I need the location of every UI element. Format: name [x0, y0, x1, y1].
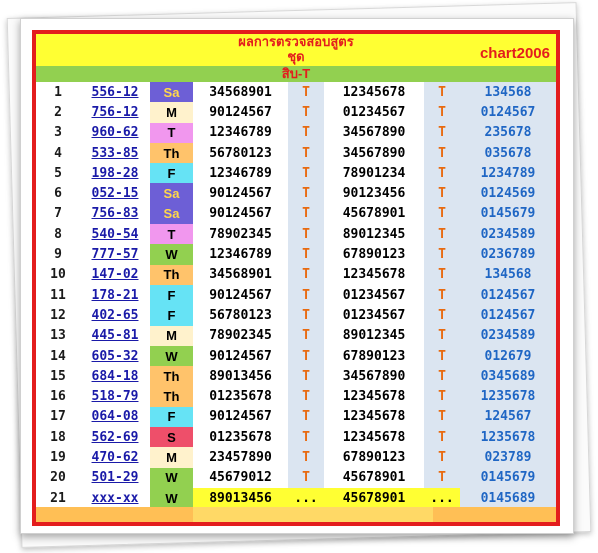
digit-set-1: 12346789	[193, 244, 288, 264]
marker-1: T	[288, 204, 324, 224]
day-badge: W	[150, 488, 193, 508]
table-row	[36, 366, 556, 386]
row-number: 2	[36, 102, 80, 122]
day-badge: T	[150, 224, 193, 244]
digit-set-1: 90124567	[193, 407, 288, 427]
digit-set-2: 45678901	[324, 204, 424, 224]
table-row	[36, 244, 556, 264]
day-badge: M	[150, 447, 193, 467]
marker-2: T	[424, 183, 460, 203]
result-digits: 134568	[460, 82, 556, 102]
marker-1: T	[288, 82, 324, 102]
draw-code-link[interactable]: 052-15	[80, 183, 150, 203]
draw-code-link[interactable]: 556-12	[80, 82, 150, 102]
digit-set-2: 34567890	[324, 366, 424, 386]
result-digits: 023789	[460, 447, 556, 467]
digit-set-1: 90124567	[193, 183, 288, 203]
digit-set-1: 56780123	[193, 143, 288, 163]
digit-set-2: 12345678	[324, 82, 424, 102]
digit-set-2: 12345678	[324, 427, 424, 447]
row-number: 15	[36, 366, 80, 386]
digit-set-2: 12345678	[324, 386, 424, 406]
row-number: 1	[36, 82, 80, 102]
marker-1: T	[288, 305, 324, 325]
draw-code-link[interactable]: 402-65	[80, 305, 150, 325]
row-number: 5	[36, 163, 80, 183]
digit-set-1: 89013456	[193, 366, 288, 386]
marker-2: T	[424, 224, 460, 244]
result-digits: 0124567	[460, 102, 556, 122]
marker-1: T	[288, 265, 324, 285]
draw-code-link[interactable]: 501-29	[80, 468, 150, 488]
digit-set-2: 90123456	[324, 183, 424, 203]
table-row	[36, 407, 556, 427]
table-row	[36, 204, 556, 224]
marker-1: T	[288, 447, 324, 467]
result-digits: 012679	[460, 346, 556, 366]
marker-1: T	[288, 163, 324, 183]
table-row	[36, 163, 556, 183]
day-badge: W	[150, 346, 193, 366]
table-row	[36, 102, 556, 122]
digit-set-1: 12346789	[193, 123, 288, 143]
page-subtitle: ชุด	[287, 49, 305, 64]
marker-1: T	[288, 285, 324, 305]
footer-bar	[36, 507, 556, 522]
marker-2: T	[424, 265, 460, 285]
brand-label: chart2006	[479, 45, 550, 62]
result-digits: 0234589	[460, 326, 556, 346]
digit-set-1: 34568901	[193, 82, 288, 102]
row-number: 8	[36, 224, 80, 244]
digit-set-2: 01234567	[324, 305, 424, 325]
digit-set-2: 78901234	[324, 163, 424, 183]
day-badge: F	[150, 407, 193, 427]
day-badge: W	[150, 244, 193, 264]
row-number: 17	[36, 407, 80, 427]
day-badge: T	[150, 123, 193, 143]
day-badge: Sa	[150, 183, 193, 203]
draw-code-link[interactable]: 756-83	[80, 204, 150, 224]
marker-2: T	[424, 427, 460, 447]
result-digits: 0145679	[460, 204, 556, 224]
result-digits: 1234789	[460, 163, 556, 183]
footer-left-band	[36, 507, 193, 522]
marker-1: T	[288, 102, 324, 122]
digit-set-2: 12345678	[324, 407, 424, 427]
draw-code-link[interactable]: 147-02	[80, 265, 150, 285]
digit-set-2: 67890123	[324, 244, 424, 264]
result-digits: 0124567	[460, 285, 556, 305]
table-row	[36, 183, 556, 203]
digit-set-1: 45679012	[193, 468, 288, 488]
row-number: 18	[36, 427, 80, 447]
table-row	[36, 285, 556, 305]
draw-code-link[interactable]: 064-08	[80, 407, 150, 427]
result-digits: 1235678	[460, 386, 556, 406]
day-badge: Sa	[150, 204, 193, 224]
marker-1: T	[288, 386, 324, 406]
row-number: 12	[36, 305, 80, 325]
table-row	[36, 326, 556, 346]
draw-code-link[interactable]: 756-12	[80, 102, 150, 122]
digit-set-1: 78902345	[193, 224, 288, 244]
marker-2: T	[424, 143, 460, 163]
result-digits: 0345689	[460, 366, 556, 386]
digit-set-2: 34567890	[324, 143, 424, 163]
marker-2: T	[424, 447, 460, 467]
day-badge: W	[150, 468, 193, 488]
marker-2: T	[424, 468, 460, 488]
row-number: 6	[36, 183, 80, 203]
draw-code-link[interactable]: 777-57	[80, 244, 150, 264]
row-number: 20	[36, 468, 80, 488]
marker-2: T	[424, 285, 460, 305]
page-title: ผลการตรวจสอบสูตร	[238, 34, 354, 49]
row-number: 9	[36, 244, 80, 264]
day-badge: F	[150, 163, 193, 183]
results-frame	[32, 30, 560, 526]
draw-code-link[interactable]: 605-32	[80, 346, 150, 366]
result-digits: 0234589	[460, 224, 556, 244]
marker-2: T	[424, 386, 460, 406]
draw-code-link[interactable]: 198-28	[80, 163, 150, 183]
digit-set-2: 12345678	[324, 265, 424, 285]
digit-set-1: 34568901	[193, 265, 288, 285]
draw-code-link[interactable]: 470-62	[80, 447, 150, 467]
marker-1: T	[288, 326, 324, 346]
row-number: 10	[36, 265, 80, 285]
digit-set-1: 90124567	[193, 204, 288, 224]
day-badge: M	[150, 102, 193, 122]
digit-set-2: 01234567	[324, 102, 424, 122]
row-number: 7	[36, 204, 80, 224]
marker-1: T	[288, 224, 324, 244]
digit-set-1: 78902345	[193, 326, 288, 346]
draw-code-link[interactable]: 178-21	[80, 285, 150, 305]
digit-set-1: 12346789	[193, 163, 288, 183]
marker-2: ...	[424, 488, 460, 508]
result-digits: 124567	[460, 407, 556, 427]
marker-2: T	[424, 82, 460, 102]
table-row	[36, 82, 556, 102]
table-row	[36, 265, 556, 285]
row-number: 3	[36, 123, 80, 143]
table-row	[36, 305, 556, 325]
table-row	[36, 123, 556, 143]
table-row	[36, 488, 556, 508]
formula-label: สิบ-T	[36, 66, 556, 82]
marker-2: T	[424, 244, 460, 264]
result-digits: 0236789	[460, 244, 556, 264]
draw-code-link[interactable]: 533-85	[80, 143, 150, 163]
draw-code-link[interactable]: 445-81	[80, 326, 150, 346]
result-digits: 0124567	[460, 305, 556, 325]
marker-2: T	[424, 204, 460, 224]
marker-2: T	[424, 326, 460, 346]
marker-1: T	[288, 407, 324, 427]
digit-set-2: 45678901	[324, 468, 424, 488]
table-row	[36, 143, 556, 163]
digit-set-1: 01235678	[193, 427, 288, 447]
digit-set-1: 01235678	[193, 386, 288, 406]
result-digits: 134568	[460, 265, 556, 285]
day-badge: Sa	[150, 82, 193, 102]
row-number: 14	[36, 346, 80, 366]
day-badge: M	[150, 326, 193, 346]
footer-right-band	[433, 507, 556, 522]
digit-set-1: 90124567	[193, 102, 288, 122]
marker-1: T	[288, 183, 324, 203]
table-row	[36, 427, 556, 447]
row-number: 11	[36, 285, 80, 305]
marker-2: T	[424, 305, 460, 325]
marker-2: T	[424, 102, 460, 122]
table-row	[36, 346, 556, 366]
row-number: 21	[36, 488, 80, 508]
marker-2: T	[424, 163, 460, 183]
marker-1: ...	[288, 488, 324, 508]
draw-code-link[interactable]: 518-79	[80, 386, 150, 406]
day-badge: F	[150, 285, 193, 305]
digit-set-2: 01234567	[324, 285, 424, 305]
row-number: 4	[36, 143, 80, 163]
draw-code-link[interactable]: xxx-xx	[80, 488, 150, 508]
digit-set-1: 56780123	[193, 305, 288, 325]
draw-code-link[interactable]: 960-62	[80, 123, 150, 143]
marker-2: T	[424, 346, 460, 366]
digit-set-2: 67890123	[324, 346, 424, 366]
digit-set-1: 23457890	[193, 447, 288, 467]
result-digits: 035678	[460, 143, 556, 163]
results-table	[36, 82, 556, 508]
marker-2: T	[424, 407, 460, 427]
marker-1: T	[288, 143, 324, 163]
table-row	[36, 468, 556, 488]
digit-set-1: 89013456	[193, 488, 288, 508]
result-digits: 0145689	[460, 488, 556, 508]
result-digits: 1235678	[460, 427, 556, 447]
digit-set-1: 90124567	[193, 285, 288, 305]
row-number: 16	[36, 386, 80, 406]
day-badge: Th	[150, 265, 193, 285]
digit-set-2: 89012345	[324, 224, 424, 244]
day-badge: Th	[150, 386, 193, 406]
row-number: 13	[36, 326, 80, 346]
marker-1: T	[288, 346, 324, 366]
draw-code-link[interactable]: 540-54	[80, 224, 150, 244]
digit-set-2: 45678901	[324, 488, 424, 508]
result-digits: 235678	[460, 123, 556, 143]
result-digits: 0124569	[460, 183, 556, 203]
day-badge: F	[150, 305, 193, 325]
header	[36, 34, 556, 66]
digit-set-2: 89012345	[324, 326, 424, 346]
draw-code-link[interactable]: 562-69	[80, 427, 150, 447]
marker-2: T	[424, 123, 460, 143]
draw-code-link[interactable]: 684-18	[80, 366, 150, 386]
table-row	[36, 224, 556, 244]
digit-set-2: 67890123	[324, 447, 424, 467]
table-row	[36, 386, 556, 406]
marker-1: T	[288, 427, 324, 447]
footer-middle-band	[193, 507, 433, 522]
row-number: 19	[36, 447, 80, 467]
marker-1: T	[288, 123, 324, 143]
marker-1: T	[288, 244, 324, 264]
digit-set-1: 90124567	[193, 346, 288, 366]
table-row	[36, 447, 556, 467]
result-digits: 0145679	[460, 468, 556, 488]
results-panel	[36, 34, 556, 522]
day-badge: Th	[150, 143, 193, 163]
marker-2: T	[424, 366, 460, 386]
day-badge: Th	[150, 366, 193, 386]
marker-1: T	[288, 468, 324, 488]
digit-set-2: 34567890	[324, 123, 424, 143]
day-badge: S	[150, 427, 193, 447]
marker-1: T	[288, 366, 324, 386]
